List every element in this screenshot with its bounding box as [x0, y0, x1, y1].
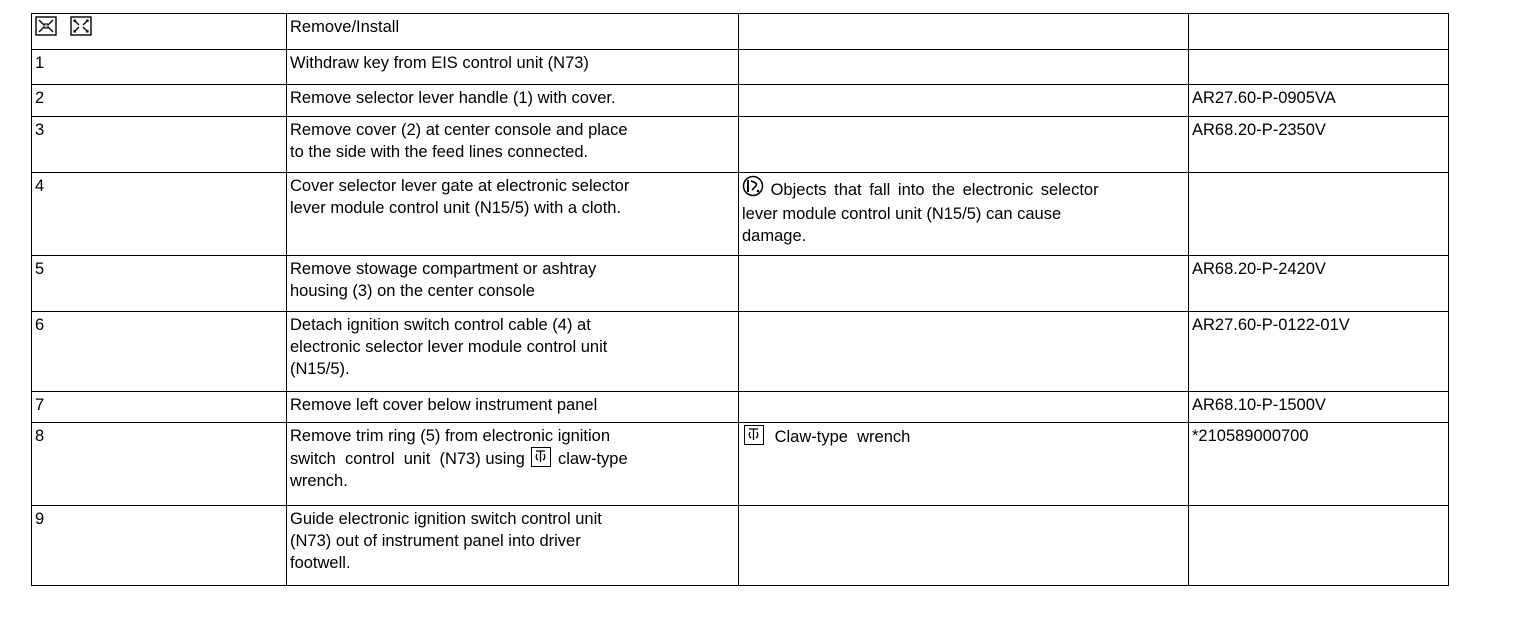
step-ref — [1189, 173, 1449, 256]
table-row — [32, 85, 1449, 117]
step-text-line: footwell. — [290, 554, 351, 572]
step-note — [739, 85, 1189, 117]
step-ref[interactable]: AR27.60-P-0122-01V — [1189, 312, 1449, 392]
note-text-line: lever module control unit (N15/5) can cause — [742, 205, 1062, 223]
step-note — [739, 117, 1189, 173]
header-ref-cell — [1189, 14, 1449, 50]
step-text-line: (N73) out of instrument panel into driver — [290, 532, 581, 550]
table-row — [32, 173, 1449, 256]
procedure-table — [31, 13, 1449, 586]
special-tool-icon — [531, 447, 551, 467]
note-text: Claw-type wrench — [774, 428, 911, 446]
step-ref — [1189, 506, 1449, 586]
step-text — [287, 256, 739, 312]
step-number: 9 — [32, 506, 287, 586]
note-text-line: damage. — [742, 227, 807, 245]
step-text-line: claw-type — [557, 450, 628, 468]
step-text — [287, 117, 739, 173]
special-tool-icon — [744, 425, 764, 445]
step-ref[interactable]: AR68.20-P-2350V — [1189, 117, 1449, 173]
step-note — [739, 506, 1189, 586]
step-text-line: wrench. — [290, 472, 348, 490]
step-note — [739, 423, 1189, 506]
step-number: 7 — [32, 392, 287, 423]
step-text-line: Remove stowage compartment or ashtray — [290, 260, 597, 278]
step-note — [739, 173, 1189, 256]
note-text-line: Objects that fall into the electronic selector — [770, 181, 1099, 199]
step-note — [739, 312, 1189, 392]
header-note-cell — [739, 14, 1189, 50]
step-number: 3 — [32, 117, 287, 173]
step-text-line: (N15/5). — [290, 360, 350, 378]
install-icon — [70, 16, 92, 42]
step-number: 8 — [32, 423, 287, 506]
step-note — [739, 392, 1189, 423]
step-number: 5 — [32, 256, 287, 312]
step-number: 4 — [32, 173, 287, 256]
step-ref[interactable]: AR68.10-P-1500V — [1189, 392, 1449, 423]
table-row — [32, 392, 1449, 423]
step-text — [287, 506, 739, 586]
step-text-line: housing (3) on the center console — [290, 282, 535, 300]
step-text — [287, 312, 739, 392]
step-text: Withdraw key from EIS control unit (N73) — [287, 50, 739, 85]
step-text-line: Remove trim ring (5) from electronic ignition — [290, 427, 611, 445]
step-number: 1 — [32, 50, 287, 85]
header-icons-cell — [32, 14, 287, 50]
step-text: Remove left cover below instrument panel — [287, 392, 739, 423]
step-text-line: Detach ignition switch control cable (4) at — [290, 316, 591, 334]
step-number: 2 — [32, 85, 287, 117]
step-text-line: Guide electronic ignition switch control unit — [290, 510, 602, 528]
step-note — [739, 50, 1189, 85]
step-text: Remove selector lever handle (1) with cover. — [287, 85, 739, 117]
header-title: Remove/Install — [287, 14, 739, 50]
remove-icon — [35, 16, 57, 42]
table-row — [32, 312, 1449, 392]
step-ref — [1189, 50, 1449, 85]
step-text-line: electronic selector lever module control unit — [290, 338, 608, 356]
step-text-line: Remove cover (2) at center console and place — [290, 121, 628, 139]
step-ref[interactable]: *210589000700 — [1189, 423, 1449, 506]
table-row — [32, 506, 1449, 586]
step-ref[interactable]: AR27.60-P-0905VA — [1189, 85, 1449, 117]
warning-icon — [742, 175, 766, 203]
table-header-row — [32, 14, 1449, 50]
step-ref[interactable]: AR68.20-P-2420V — [1189, 256, 1449, 312]
table-row — [32, 50, 1449, 85]
step-text-line: switch control unit (N73) using — [290, 450, 525, 468]
step-text — [287, 173, 739, 256]
step-note — [739, 256, 1189, 312]
table-row — [32, 117, 1449, 173]
step-text-line: to the side with the feed lines connected. — [290, 143, 589, 161]
step-number: 6 — [32, 312, 287, 392]
table-row — [32, 256, 1449, 312]
step-text-line: lever module control unit (N15/5) with a cloth. — [290, 199, 622, 217]
table-row — [32, 423, 1449, 506]
step-text-line: Cover selector lever gate at electronic selector — [290, 177, 630, 195]
step-text — [287, 423, 739, 506]
